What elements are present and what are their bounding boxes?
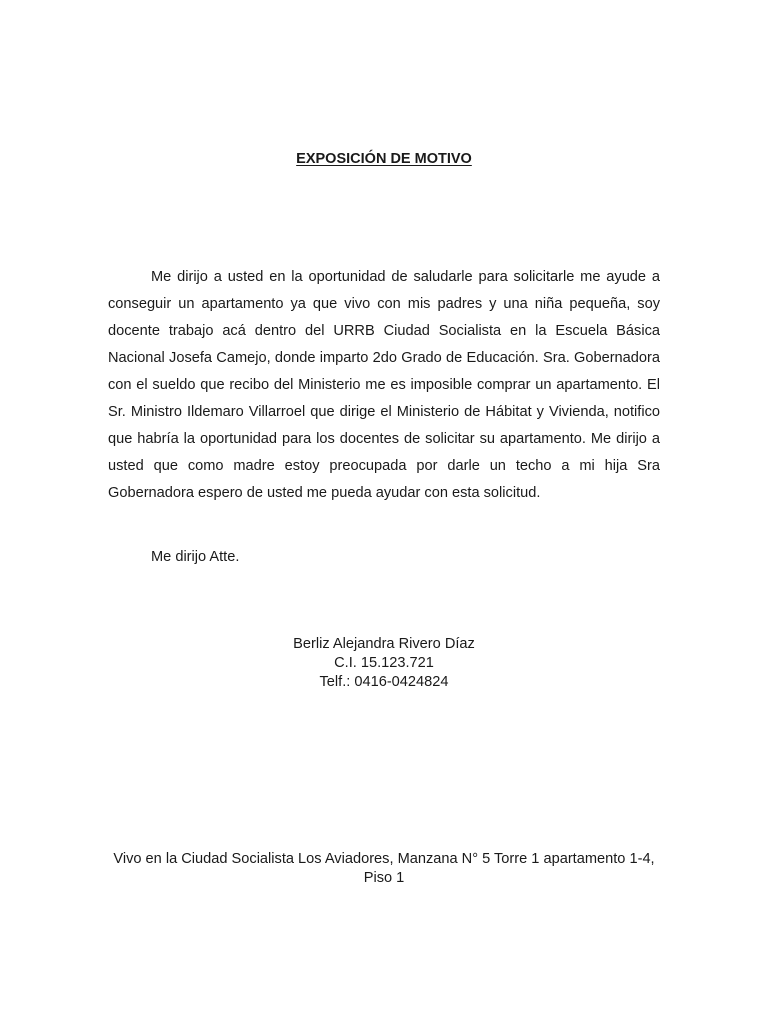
signature-name: Berliz Alejandra Rivero Díaz [293, 636, 475, 652]
signature-id: C.I. 15.123.721 [334, 655, 434, 671]
document-title [0, 149, 768, 169]
footer-address: Vivo en la Ciudad Socialista Los Aviadores, Manzana N° 5 Torre 1 apartamento 1-4, Piso 1 [113, 851, 655, 886]
signature-block [0, 635, 768, 692]
signature-phone: Telf.: 0416-0424824 [319, 674, 449, 690]
closing-line: Me dirijo Atte. [151, 549, 240, 565]
document-title-text: EXPOSICIÓN DE MOTIVO [296, 151, 472, 167]
body-paragraph: Me dirijo a usted en la oportunidad de saludarle para solicitarle me ayude a conseguir un apartamento ya que vivo con mis padres y una niña pequeña, soy docente trabajo acá dentro del URRB Ciudad Socialista en la Escuela Básica Nacional Josefa Camejo, donde imparto 2do Grado de Educación. Sra. Gobernadora con el sueldo que recibo del Ministerio me es imposible comprar un apartamento. El Sr. Ministro Ildemaro Villarroel que dirige el Ministerio de Hábitat y Vivienda, notifico que habría la oportunidad para los docentes de solicitar su apartamento. Me dirijo a usted que como madre estoy preocupada por darle un techo a mi hija Sra Gobernadora espero de usted me pueda ayudar con esta solicitud. [108, 269, 660, 501]
